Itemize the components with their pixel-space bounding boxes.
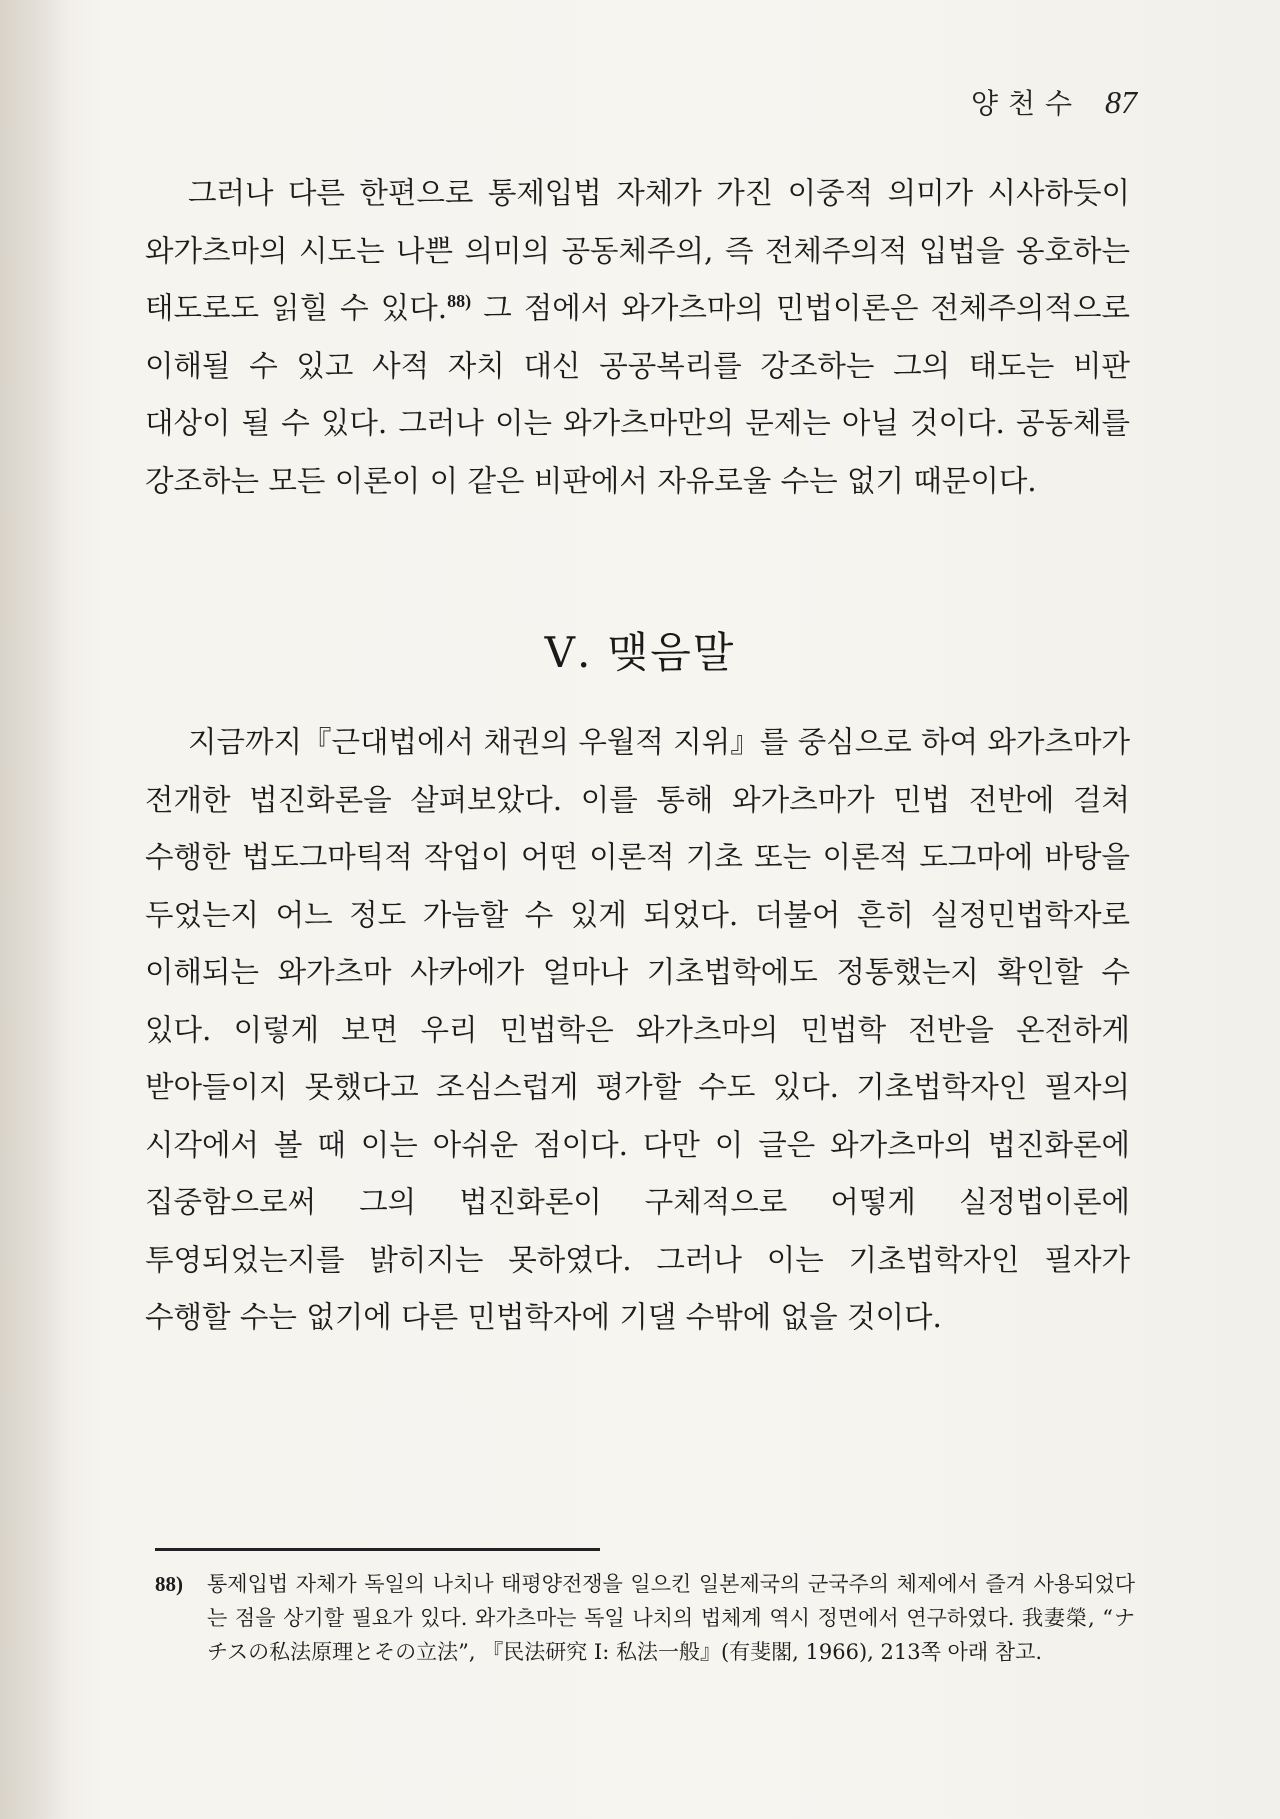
page-edge-shadow [0,0,70,1819]
section-heading: Ⅴ. 맺음말 [544,628,736,677]
paragraph-1-text-a: 그러나 다른 한편으로 통제입법 자체가 가진 이중적 의미가 시사하듯이 와가츠마의 시도는 나쁜 의미의 공동체주의, 즉 전체주의적 입법을 옹호하는 태도로도 읽힐 수 있다. [145,176,1130,325]
header-author: 양천수 [970,87,1083,120]
paragraph-1-text-b: 그 점에서 와가츠마의 민법이론은 전체주의적으로 이해될 수 있고 사적 자치 대신 공공복리를 강조하는 그의 태도는 비판 대상이 될 수 있다. 그러나 이는 와가츠마만의 문제는 아닐 것이다. 공동체를 강조하는 모든 이론이 이 같은 비판에서 자유로울 수는 없기 때문이다. [145,291,1131,498]
body-paragraph-2: 지금까지『근대법에서 채권의 우월적 지위』를 중심으로 하여 와가츠마가 전개한 법진화론을 살펴보았다. 이를 통해 와가츠마가 민법 전반에 걸쳐 수행한 법도그마틱적 작업이 어떤 이론적 기초 또는 이론적 도그마에 바탕을 두었는지 어느 정도 가늠할 수 있게 되었다. 더불어 흔히 실정민법학자로 이해되는 와가츠마 사카에가 얼마나 기초법학에도 정통했는지 확인할 수 있다. 이렇게 보면 우리 민법학은 와가츠마의 민법학 전반을 온전하게 받아들이지 못했다고 조심스럽게 평가할 수도 있다. 기초법학자인 필자의 시각에서 볼 때 이는 아쉬운 점이다. 다만 이 글은 와가츠마의 법진화론에 집중함으로써 그의 법진화론이 구체적으로 어떻게 실정법이론에 투영되었는지를 밝히지는 못하였다. 그러나 이는 기초법학자인 필자가 수행할 수는 없기에 다른 민법학자에 기댈 수밖에 없을 것이다. [145,725,1130,1334]
footnote-88 [155,1567,1135,1669]
footnote-label: 88) [155,1572,183,1596]
body-paragraph-1 [145,165,1130,510]
footnote-text: 통제입법 자체가 독일의 나치나 태평양전쟁을 일으킨 일본제국의 군국주의 체제에서 즐겨 사용되었다는 점을 상기할 필요가 있다. 와가츠마는 독일 나치의 법체계 역시 정면에서 연구하였다. 我妻榮, “ナチスの私法原理とその立法”, 『民法研究 I: 私法一般』(有斐閣, 1966), 213쪽 아래 참고. [207,1572,1135,1664]
footnote-divider [155,1548,600,1551]
running-header [971,82,1137,122]
page-number: 87 [1105,84,1137,120]
footnote-reference-88[interactable]: 88) [447,291,472,312]
